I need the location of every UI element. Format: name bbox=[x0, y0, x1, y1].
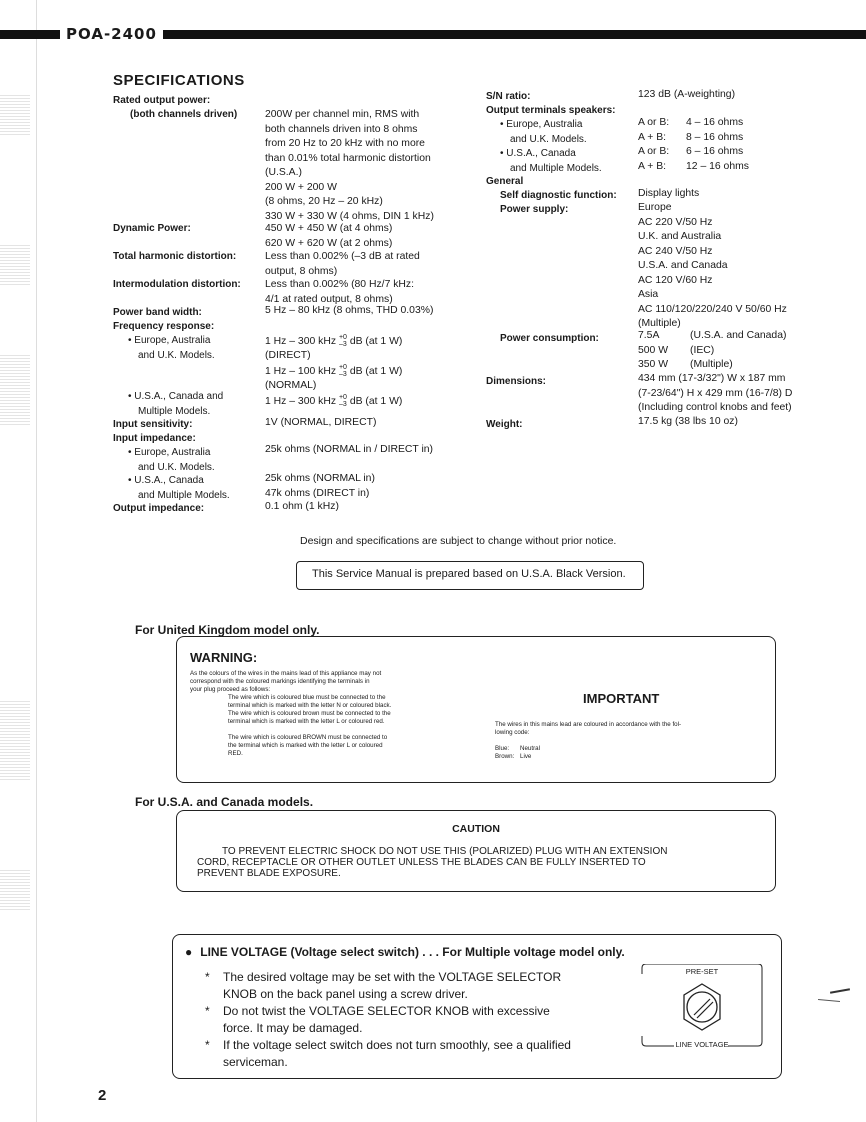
input-impedance-label: Input impedance: bbox=[113, 433, 196, 444]
thd-label: Total harmonic distortion: bbox=[113, 251, 237, 262]
sn-ratio-label: S/N ratio: bbox=[486, 91, 531, 102]
uk-warning-box bbox=[176, 636, 776, 783]
warning-item-line: terminal which is marked with the letter N or coloured black. bbox=[228, 702, 392, 709]
sn-ratio-value: 123 dB (A-weighting) bbox=[638, 89, 736, 100]
terminals-eu-label-line: • Europe, Australia bbox=[500, 119, 583, 130]
important-title: IMPORTANT bbox=[583, 691, 660, 706]
manual-note-text: This Service Manual is prepared based on U.S.A. Black Version. bbox=[312, 568, 626, 580]
output-impedance-label: Output impedance: bbox=[113, 503, 205, 514]
line-voltage-items bbox=[205, 969, 625, 1071]
caution-title: CAUTION bbox=[452, 823, 500, 835]
imd-label: Intermodulation distortion: bbox=[113, 279, 241, 290]
us-caution-box bbox=[176, 810, 776, 892]
rated-output-line: 200W per channel min, RMS with bbox=[265, 109, 420, 120]
imp-eu-value: 25k ohms (NORMAL in / DIRECT in) bbox=[265, 444, 434, 455]
power-supply-line: U.K. and Australia bbox=[638, 231, 722, 242]
imp-us-line: 47k ohms (DIRECT in) bbox=[265, 487, 370, 499]
dimensions-line: 434 mm (17-3/32") W x 187 mm bbox=[638, 373, 786, 384]
power-supply-line: Asia bbox=[638, 289, 659, 300]
asterisk-icon: * bbox=[205, 1004, 210, 1018]
power-supply-values bbox=[638, 201, 787, 332]
power-consumption-label: Power consumption: bbox=[500, 333, 599, 344]
power-supply-line: AC 120 V/60 Hz bbox=[638, 274, 713, 286]
freq-eu-line: (DIRECT) bbox=[265, 350, 311, 362]
rated-output-line: 200 W + 200 W bbox=[265, 181, 337, 193]
terminals-us-label-line: • U.S.A., Canada bbox=[500, 148, 576, 159]
freq-eu-label-line: • Europe, Australia bbox=[128, 335, 211, 346]
self-diagnostic-value: Display lights bbox=[638, 188, 700, 199]
important-line: The wires in this mains lead are coloured in accordance with the fol- bbox=[495, 721, 682, 728]
power-supply-line: AC 240 V/50 Hz bbox=[638, 245, 713, 257]
uk-heading: For United Kingdom model only. bbox=[135, 623, 320, 637]
caution-line: PREVENT BLADE EXPOSURE. bbox=[197, 868, 341, 879]
line-voltage-title: ● LINE VOLTAGE (Voltage select switch) . . . For Multiple voltage model only. bbox=[185, 945, 625, 959]
freq-us-line: 1 Hz – 300 kHz +0 –3 dB (at 1 W) bbox=[265, 393, 403, 408]
scan-artifact bbox=[0, 95, 30, 135]
power-supply-line: U.S.A. and Canada bbox=[638, 260, 728, 271]
dynamic-power-values bbox=[265, 222, 392, 251]
dimensions-line: (Including control knobs and feet) bbox=[638, 402, 792, 413]
terminal-row: A or B: 4 – 16 ohms bbox=[638, 117, 744, 128]
power-consumption-values bbox=[638, 329, 786, 373]
power-supply-label: Power supply: bbox=[500, 204, 569, 215]
color-code-row: Blue: Neutral bbox=[495, 745, 540, 752]
power-supply-line: (Multiple) bbox=[638, 318, 681, 329]
power-consumption-row: 500 W (IEC) bbox=[638, 344, 715, 356]
scan-artifact bbox=[0, 355, 30, 425]
specifications-title: SPECIFICATIONS bbox=[113, 72, 245, 89]
terminals-eu-label-line: and U.K. Models. bbox=[510, 133, 587, 145]
dimensions-line: (7-23/64") H x 429 mm (16-7/8) D bbox=[638, 387, 793, 399]
imd-line: 4/1 at rated output, 8 ohms) bbox=[265, 293, 393, 305]
warning-item-line: The wire which is coloured brown must be connected to the bbox=[228, 710, 391, 717]
rated-output-label: Rated output power: bbox=[113, 95, 211, 106]
voltage-knob-svg bbox=[638, 964, 766, 1051]
warning-text bbox=[190, 670, 480, 758]
asterisk-icon: * bbox=[205, 970, 210, 984]
dynamic-power-line: 620 W + 620 W (at 2 ohms) bbox=[265, 237, 393, 249]
freq-eu-values bbox=[265, 334, 402, 409]
freq-us-label-line: Multiple Models. bbox=[138, 405, 211, 417]
warning-item-line: terminal which is marked with the letter L or coloured red. bbox=[228, 718, 385, 725]
terminal-row: A + B: 8 – 16 ohms bbox=[638, 131, 744, 143]
rated-output-line: (U.S.A.) bbox=[265, 167, 302, 178]
warning-item-line: The wire which is coloured BROWN must be connected to bbox=[228, 734, 388, 741]
us-heading: For U.S.A. and Canada models. bbox=[135, 795, 314, 809]
warning-intro-line: As the colours of the wires in the mains lead of this appliance may not bbox=[190, 670, 382, 677]
page-number: 2 bbox=[98, 1087, 107, 1104]
imp-us-label-line: • U.S.A., Canada bbox=[128, 475, 204, 486]
imp-eu-label bbox=[128, 446, 215, 475]
freq-eu-line: 1 Hz – 100 kHz +0 –3 dB (at 1 W) bbox=[265, 363, 403, 378]
freq-us-label-line: • U.S.A., Canada and bbox=[128, 391, 224, 402]
tolerance-mark: +0 –3 bbox=[338, 393, 347, 408]
tolerance-mark: +0 –3 bbox=[338, 363, 347, 378]
terminal-row: A or B: 6 – 16 ohms bbox=[638, 146, 744, 157]
dimensions-label: Dimensions: bbox=[486, 376, 547, 387]
warning-intro-line: your plug proceed as follows: bbox=[190, 686, 271, 693]
warning-title: WARNING: bbox=[190, 650, 258, 665]
weight-value: 17.5 kg (38 lbs 10 oz) bbox=[638, 416, 738, 427]
terminals-eu-label bbox=[500, 118, 602, 176]
general-label: General bbox=[486, 176, 524, 187]
power-supply-line: AC 220 V/50 Hz bbox=[638, 216, 713, 228]
line-voltage-item: * Do not twist the VOLTAGE SELECTOR KNOB with excessive force. It may be damaged. bbox=[205, 1004, 550, 1035]
margin-mark bbox=[830, 988, 850, 993]
dynamic-power-label: Dynamic Power: bbox=[113, 223, 191, 234]
bullet-icon: ● bbox=[185, 945, 193, 959]
power-consumption-row: 7.5A (U.S.A. and Canada) bbox=[638, 330, 787, 341]
asterisk-icon: * bbox=[205, 1038, 210, 1052]
power-band-value: 5 Hz – 80 kHz (8 ohms, THD 0.03%) bbox=[265, 305, 434, 316]
imp-us-line: 25k ohms (NORMAL in) bbox=[265, 473, 375, 484]
rated-output-line: from 20 Hz to 20 kHz with no more bbox=[265, 138, 425, 149]
terminals-us-label-line: and Multiple Models. bbox=[510, 162, 602, 174]
imd-values bbox=[265, 278, 414, 307]
caution-line: CORD, RECEPTACLE OR OTHER OUTLET UNLESS THE BLADES CAN BE FULLY INSERTED TO bbox=[197, 857, 646, 868]
power-band-label: Power band width: bbox=[113, 307, 202, 318]
imp-eu-label-line: and U.K. Models. bbox=[138, 461, 215, 473]
manual-note-box bbox=[296, 561, 644, 590]
important-text bbox=[495, 721, 765, 761]
imp-us-label-line: and Multiple Models. bbox=[138, 489, 230, 501]
thd-values bbox=[265, 250, 420, 279]
model-title: POA-2400 bbox=[60, 24, 163, 44]
line-voltage-item: * If the voltage select switch does not turn smoothly, see a qualified serviceman. bbox=[205, 1038, 571, 1069]
warning-intro-line: correspond with the coloured markings identifying the terminals in bbox=[190, 678, 370, 685]
rated-output-line: both channels driven into 8 ohms bbox=[265, 123, 418, 135]
rated-output-line: 330 W + 330 W (4 ohms, DIN 1 kHz) bbox=[265, 210, 434, 222]
line-voltage-box bbox=[172, 934, 782, 1079]
margin-mark bbox=[818, 999, 840, 1002]
power-consumption-row: 350 W (Multiple) bbox=[638, 359, 733, 370]
power-supply-line: Europe bbox=[638, 202, 672, 213]
freq-eu-label bbox=[128, 334, 215, 363]
voltage-knob-diagram bbox=[638, 964, 766, 1051]
imd-line: Less than 0.002% (80 Hz/7 kHz: bbox=[265, 279, 415, 290]
freq-eu-label-line: and U.K. Models. bbox=[138, 349, 215, 361]
frequency-response-label: Frequency response: bbox=[113, 321, 215, 332]
warning-item-line: RED. bbox=[228, 750, 243, 757]
terminals-values bbox=[638, 116, 749, 174]
thd-line: Less than 0.002% (–3 dB at rated bbox=[265, 251, 420, 262]
output-terminals-label: Output terminals speakers: bbox=[486, 105, 616, 116]
freq-eu-line: (NORMAL) bbox=[265, 380, 317, 391]
power-supply-line: AC 110/120/220/240 V 50/60 Hz bbox=[638, 303, 787, 315]
spec-change-notice: Design and specifications are subject to change without prior notice. bbox=[300, 535, 617, 547]
dynamic-power-line: 450 W + 450 W (at 4 ohms) bbox=[265, 223, 393, 234]
dimensions-values bbox=[638, 372, 792, 416]
weight-label: Weight: bbox=[486, 419, 523, 430]
preset-label: PRE-SET bbox=[685, 967, 719, 976]
input-sensitivity-value: 1V (NORMAL, DIRECT) bbox=[265, 417, 377, 428]
warning-item-line: the terminal which is marked with the letter L or coloured bbox=[228, 742, 383, 749]
scan-artifact bbox=[0, 700, 30, 780]
rated-output-line: (8 ohms, 20 Hz – 20 kHz) bbox=[265, 196, 383, 207]
scan-artifact bbox=[0, 245, 30, 285]
input-sensitivity-label: Input sensitivity: bbox=[113, 419, 193, 430]
warning-item-line: The wire which is coloured blue must be connected to the bbox=[228, 694, 386, 701]
imp-us-label bbox=[128, 474, 230, 503]
line-voltage-item: * The desired voltage may be set with the VOLTAGE SELECTOR KNOB on the back panel using a screw driver. bbox=[205, 970, 562, 1001]
terminal-row: A + B: 12 – 16 ohms bbox=[638, 160, 749, 172]
freq-us-label bbox=[128, 390, 223, 419]
thd-line: output, 8 ohms) bbox=[265, 265, 338, 277]
scan-artifact bbox=[0, 870, 30, 910]
freq-eu-line: 1 Hz – 300 kHz +0 –3 dB (at 1 W) bbox=[265, 334, 403, 348]
output-impedance-value: 0.1 ohm (1 kHz) bbox=[265, 501, 339, 512]
rated-output-line: than 0.01% total harmonic distortion bbox=[265, 152, 431, 164]
knob-label: LINE VOLTAGE bbox=[675, 1040, 729, 1049]
imp-us-values bbox=[265, 472, 375, 501]
imp-eu-label-line: • Europe, Australia bbox=[128, 447, 211, 458]
caution-line: TO PREVENT ELECTRIC SHOCK DO NOT USE THIS (POLARIZED) PLUG WITH AN EXTENSION bbox=[222, 846, 668, 857]
self-diagnostic-label: Self diagnostic function: bbox=[500, 190, 617, 201]
important-line: lowing code: bbox=[495, 729, 530, 736]
tolerance-mark: +0 –3 bbox=[338, 334, 347, 348]
color-code-row: Brown: Live bbox=[495, 753, 532, 760]
rated-output-sublabel: (both channels driven) bbox=[130, 109, 238, 120]
scan-edge-line bbox=[36, 0, 37, 1122]
rated-output-values bbox=[265, 108, 434, 224]
